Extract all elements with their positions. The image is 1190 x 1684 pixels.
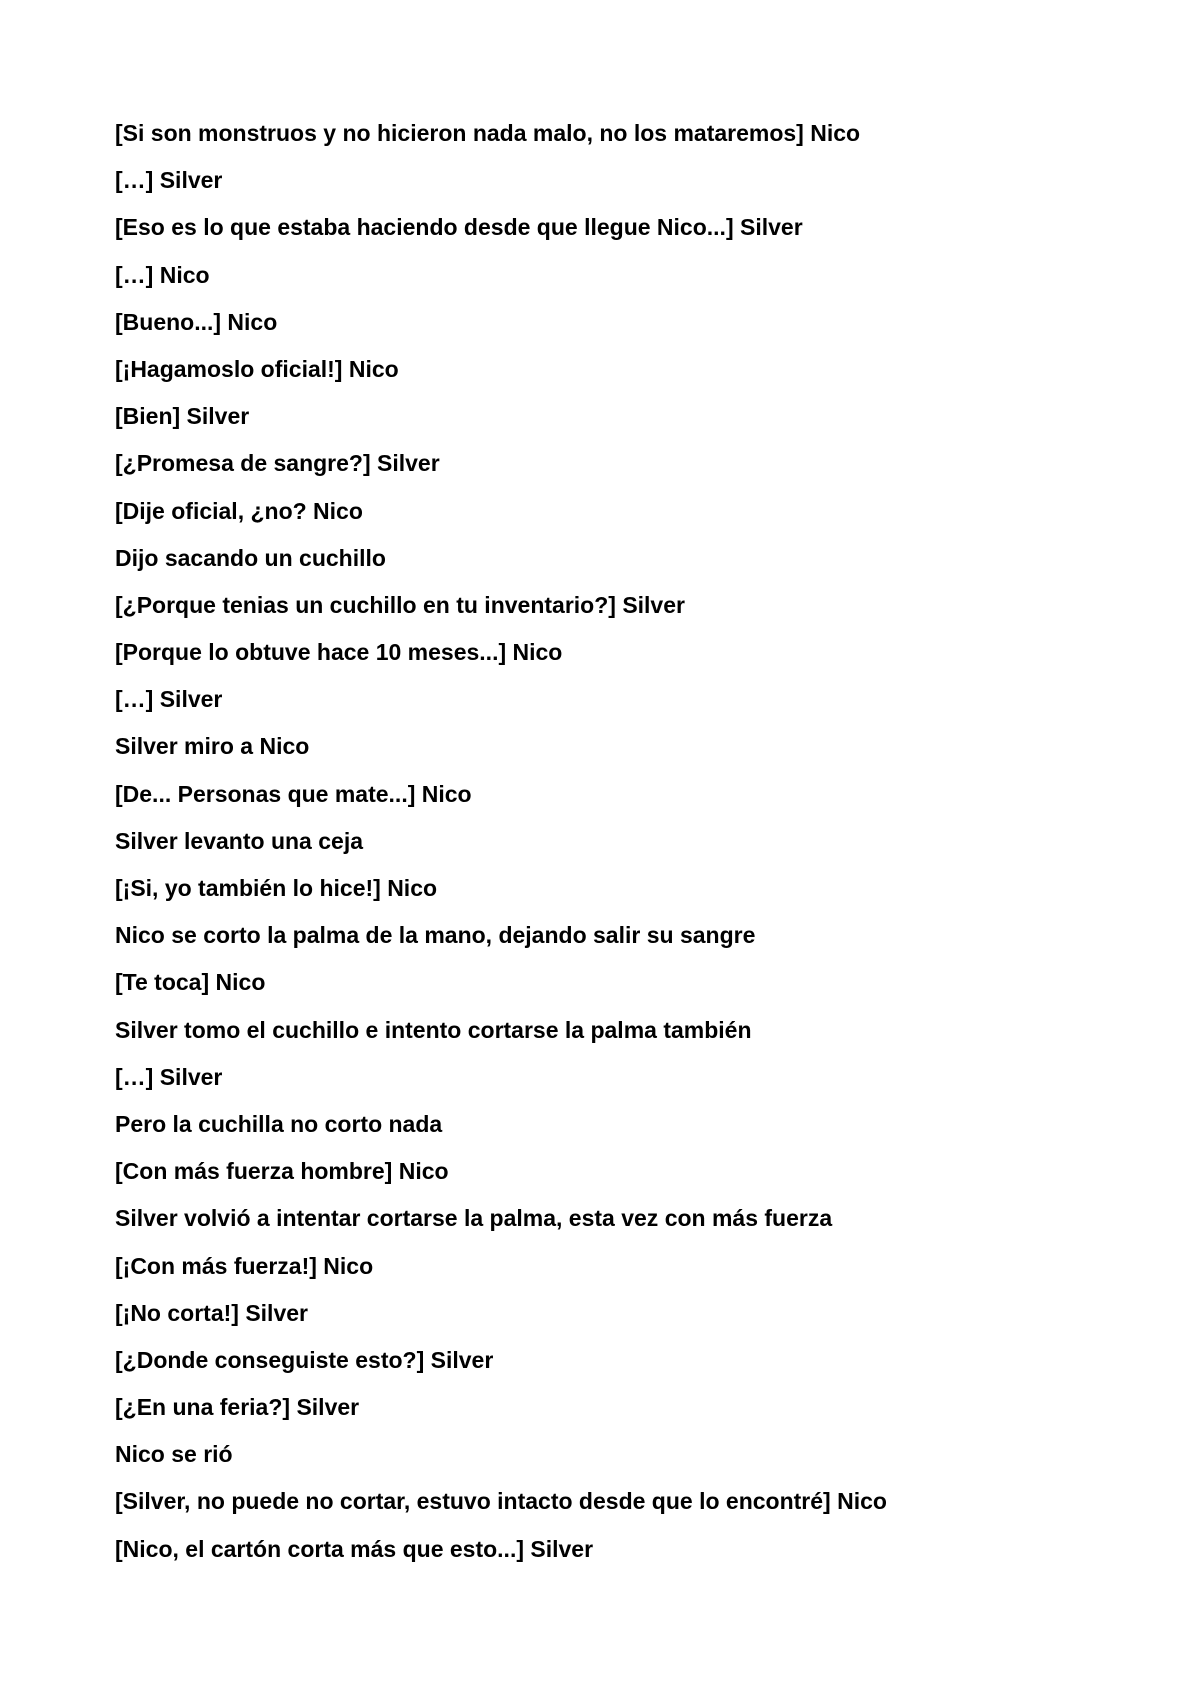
text-line: [¿Promesa de sangre?] Silver	[115, 450, 440, 477]
text-line: […] Nico	[115, 261, 210, 288]
text-line: [Nico, el cartón corta más que esto...] Silver	[115, 1535, 594, 1562]
dialogue-lines	[115, 110, 1115, 1573]
text-line: [Bien] Silver	[115, 403, 250, 430]
text-line: Silver tomo el cuchillo e intento cortarse la palma también	[115, 1016, 752, 1043]
text-line: Silver miro a Nico	[115, 733, 310, 760]
text-line: [Te toca] Nico	[115, 969, 266, 996]
text-line: [¡Hagamoslo oficial!] Nico	[115, 355, 399, 382]
text-line: [Silver, no puede no cortar, estuvo intacto desde que lo encontré] Nico	[115, 1488, 887, 1515]
text-line: [Bueno...] Nico	[115, 308, 278, 335]
text-line: [¡No corta!] Silver	[115, 1299, 308, 1326]
text-line: [Eso es lo que estaba haciendo desde que llegue Nico...] Silver	[115, 214, 803, 241]
text-line: [¡Si, yo también lo hice!] Nico	[115, 875, 438, 901]
text-line: [¿Porque tenias un cuchillo en tu inventario?] Silver	[115, 591, 685, 618]
text-line: [¿En una feria?] Silver	[115, 1394, 360, 1421]
text-line: Nico se corto la palma de la mano, dejando salir su sangre	[115, 922, 756, 949]
text-line: Pero la cuchilla no corto nada	[115, 1110, 443, 1137]
text-line: [De... Personas que mate...] Nico	[115, 780, 472, 807]
text-line: [¡Con más fuerza!] Nico	[115, 1252, 374, 1279]
text-line: Silver volvió a intentar cortarse la palma, esta vez con más fuerza	[115, 1205, 833, 1232]
text-line: Silver levanto una ceja	[115, 827, 364, 854]
text-line: […] Silver	[115, 686, 223, 713]
text-line: […] Silver	[115, 1063, 223, 1090]
text-line: Dijo sacando un cuchillo	[115, 544, 386, 571]
text-line: [Dije oficial, ¿no? Nico	[115, 497, 363, 524]
text-line: [Porque lo obtuve hace 10 meses...] Nico	[115, 639, 563, 666]
text-line: Nico se rió	[115, 1441, 233, 1468]
text-line: […] Silver	[115, 167, 223, 194]
text-line: [Si son monstruos y no hicieron nada malo, no los mataremos] Nico	[115, 120, 861, 146]
text-line: [¿Donde conseguiste esto?] Silver	[115, 1346, 494, 1373]
text-line: [Con más fuerza hombre] Nico	[115, 1158, 449, 1185]
